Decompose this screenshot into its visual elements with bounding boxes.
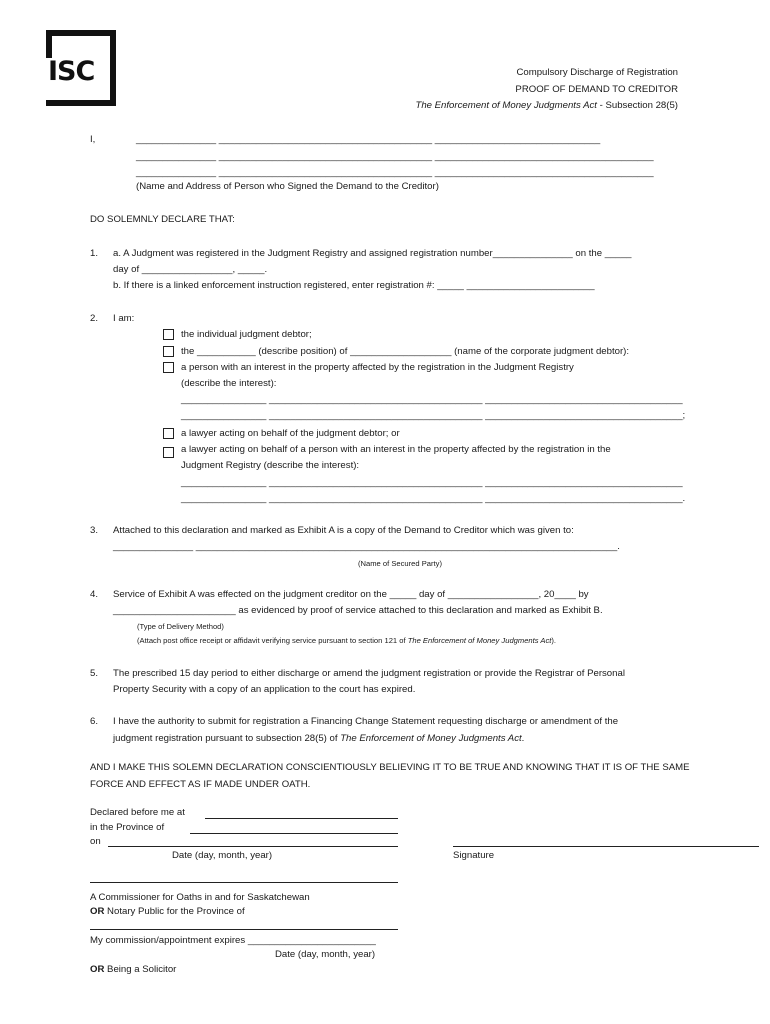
- option-corporate-position[interactable]: the ___________ (describe position) of ___________________ (name of the corporate judgment debtor):: [181, 346, 630, 357]
- item-2-label: I am:: [113, 313, 135, 324]
- secured-party-blank[interactable]: _______________ _______________________________________________________________________________.: [113, 541, 620, 552]
- solemn-line2: FORCE AND EFFECT AS IF MADE UNDER OATH.: [90, 779, 311, 790]
- delivery-method-note: (Type of Delivery Method): [137, 622, 224, 631]
- province-line[interactable]: [190, 833, 398, 834]
- checkbox-interested-person[interactable]: [163, 362, 174, 373]
- item-6-line2: judgment registration pursuant to subsection 28(5) of The Enforcement of Money Judgments Act.: [113, 733, 525, 744]
- name-address-blank-1[interactable]: _______________ ________________________________________ _______________________________: [136, 134, 601, 145]
- header-title: Compulsory Discharge of Registration: [516, 67, 678, 78]
- option-lawyer-debtor: a lawyer acting on behalf of the judgment debtor; or: [181, 428, 400, 439]
- checkbox-lawyer-debtor[interactable]: [163, 428, 174, 439]
- checkbox-corporate-position[interactable]: [163, 346, 174, 357]
- option-individual-debtor: the individual judgment debtor;: [181, 329, 312, 340]
- item-5-line1: The prescribed 15 day period to either discharge or amend the judgment registration or provide the Registrar of Personal: [113, 668, 625, 679]
- declare-heading: DO SOLEMNLY DECLARE THAT:: [90, 214, 235, 225]
- lawyer-interest-blank-1[interactable]: ________________ ________________________________________ _____________________________________: [181, 477, 683, 488]
- signature-label: Signature: [453, 850, 495, 861]
- item-3-number: 3.: [90, 525, 99, 536]
- province-label: in the Province of: [90, 822, 165, 833]
- item-5-number: 5.: [90, 668, 99, 679]
- item-6-line1: I have the authority to submit for registration a Financing Change Statement requesting discharge or amendment of the: [113, 716, 619, 727]
- commissioner-label: A Commissioner for Oaths in and for Saskatchewan: [90, 892, 310, 903]
- name-address-note: (Name and Address of Person who Signed the Demand to the Creditor): [136, 181, 439, 192]
- commissioner-line[interactable]: [90, 882, 398, 883]
- checkbox-individual-debtor[interactable]: [163, 329, 174, 340]
- item-4-line2[interactable]: _______________________ as evidenced by proof of service attached to this declaration and marked as Exhibit B.: [113, 605, 603, 616]
- name-address-blank-2[interactable]: _______________ ________________________________________ _________________________________________: [136, 151, 654, 162]
- item-4-line1[interactable]: Service of Exhibit A was effected on the judgment creditor on the _____ day of _________________, 20____ by: [113, 589, 589, 600]
- item-1a-line1[interactable]: a. A Judgment was registered in the Judgment Registry and assigned registration number_______________ on the _____: [113, 248, 632, 259]
- interest-blank-1[interactable]: ________________ ________________________________________ _____________________________________: [181, 394, 683, 405]
- attach-receipt-note: (Attach post office receipt or affidavit verifying service pursuant to section 121 of The Enforcement of Money Judgments Act).: [137, 636, 557, 645]
- interest-blank-2[interactable]: ________________ ________________________________________ _____________________________________;: [181, 410, 686, 421]
- signature-line[interactable]: [453, 846, 759, 847]
- secured-party-note: (Name of Secured Party): [358, 559, 442, 568]
- on-label: on: [90, 836, 101, 847]
- item-1-number: 1.: [90, 248, 99, 259]
- solicitor-label: OR Being a Solicitor: [90, 964, 177, 975]
- option-interested-person-line1: a person with an interest in the property affected by the registration in the Judgment Registry: [181, 362, 574, 373]
- item-1b-line[interactable]: b. If there is a linked enforcement instruction registered, enter registration #: _____ ________________________: [113, 280, 595, 291]
- isc-logo: [46, 30, 120, 106]
- item-3-text: Attached to this declaration and marked as Exhibit A is a copy of the Demand to Creditor which was given to:: [113, 525, 574, 536]
- solemn-line1: AND I MAKE THIS SOLEMN DECLARATION CONSCIENTIOUSLY BELIEVING IT TO BE TRUE AND KNOWING THAT IT IS OF THE SAME: [90, 762, 690, 773]
- notary-province-line[interactable]: [90, 929, 398, 930]
- commission-date-label: Date (day, month, year): [275, 949, 376, 960]
- declared-location-line[interactable]: [205, 818, 398, 819]
- commission-expires[interactable]: My commission/appointment expires ________________________: [90, 935, 376, 946]
- notary-label: OR Notary Public for the Province of: [90, 906, 245, 917]
- option-lawyer-interested-line1: a lawyer acting on behalf of a person with an interest in the property affected by the registration in the: [181, 444, 611, 455]
- declared-date-line[interactable]: [108, 846, 398, 847]
- header-subsection: - Subsection 28(5): [596, 100, 678, 111]
- option-lawyer-interested-line2: Judgment Registry (describe the interest):: [181, 460, 360, 471]
- item-4-number: 4.: [90, 589, 99, 600]
- declared-label: Declared before me at: [90, 807, 185, 818]
- date-label: Date (day, month, year): [172, 850, 273, 861]
- item-5-line2: Property Security with a copy of an application to the court has expired.: [113, 684, 416, 695]
- item-2-number: 2.: [90, 313, 99, 324]
- header-act-line: [415, 100, 678, 111]
- header-subtitle: PROOF OF DEMAND TO CREDITOR: [515, 84, 678, 95]
- header-act: The Enforcement of Money Judgments Act: [415, 100, 597, 111]
- item-1a-line2[interactable]: day of _________________, _____.: [113, 264, 268, 275]
- lawyer-interest-blank-2[interactable]: ________________ ________________________________________ _____________________________________.: [181, 493, 686, 504]
- option-interested-person-line2: (describe the interest):: [181, 378, 277, 389]
- i-label: I,: [90, 134, 96, 145]
- item-6-number: 6.: [90, 716, 99, 727]
- name-address-blank-3[interactable]: _______________ ________________________________________ _________________________________________: [136, 167, 654, 178]
- checkbox-lawyer-interested[interactable]: [163, 447, 174, 458]
- logo-text: ISC: [48, 56, 95, 87]
